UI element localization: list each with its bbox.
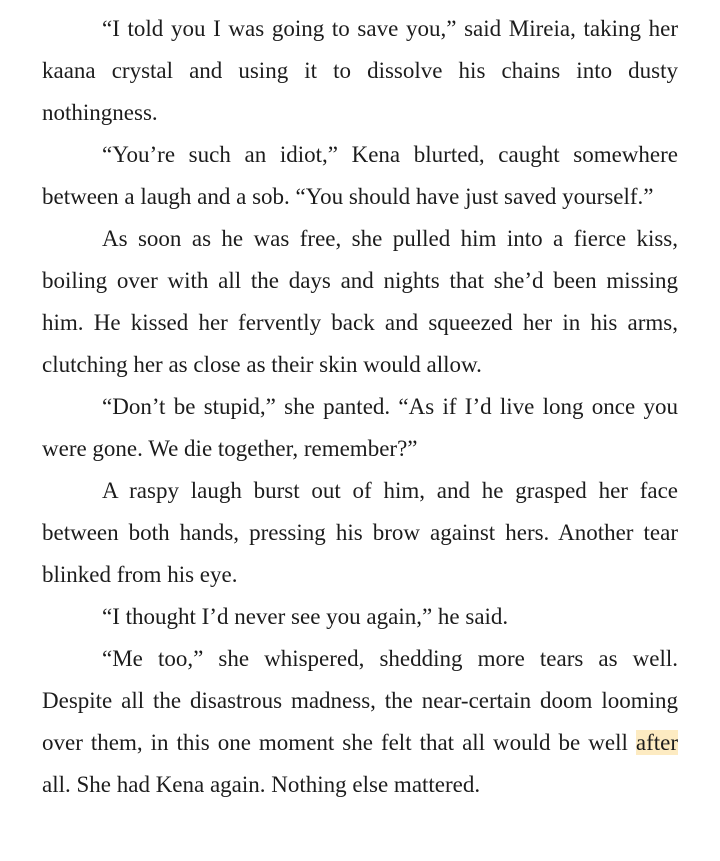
paragraph-3[interactable]: As soon as he was free, she pulled him into a fierce kiss, boiling over with all the days and nights that she’d been missing him. He kissed her fervently back and squeezed her in his arms, clutching her as close as their skin would allow.: [42, 226, 678, 377]
paragraph-7-text-after: all. She had Kena again. Nothing else mattered.: [42, 772, 481, 797]
paragraph-4[interactable]: “Don’t be stupid,” she panted. “As if I’d live long once you were gone. We die together, remember?”: [42, 394, 678, 461]
highlighted-word[interactable]: after: [635, 730, 678, 755]
paragraph-1[interactable]: “I told you I was going to save you,” said Mireia, taking her kaana crystal and using it to dissolve his chains into dusty nothingness.: [42, 16, 678, 125]
book-page: [42, 8, 678, 806]
paragraph-2[interactable]: “You’re such an idiot,” Kena blurted, caught somewhere between a laugh and a sob. “You should have just saved yourself.”: [42, 142, 678, 209]
paragraph-6[interactable]: “I thought I’d never see you again,” he said.: [102, 604, 509, 629]
paragraph-7-text-before: “Me too,” she whispered, shedding more tears as well. Despite all the disastrous madness, the near-certain doom looming over them, in this one moment she felt that all would be well: [42, 646, 678, 755]
paragraph-7[interactable]: [42, 638, 678, 806]
paragraph-5[interactable]: A raspy laugh burst out of him, and he grasped her face between both hands, pressing his brow against hers. Another tear blinked from his eye.: [42, 478, 678, 587]
